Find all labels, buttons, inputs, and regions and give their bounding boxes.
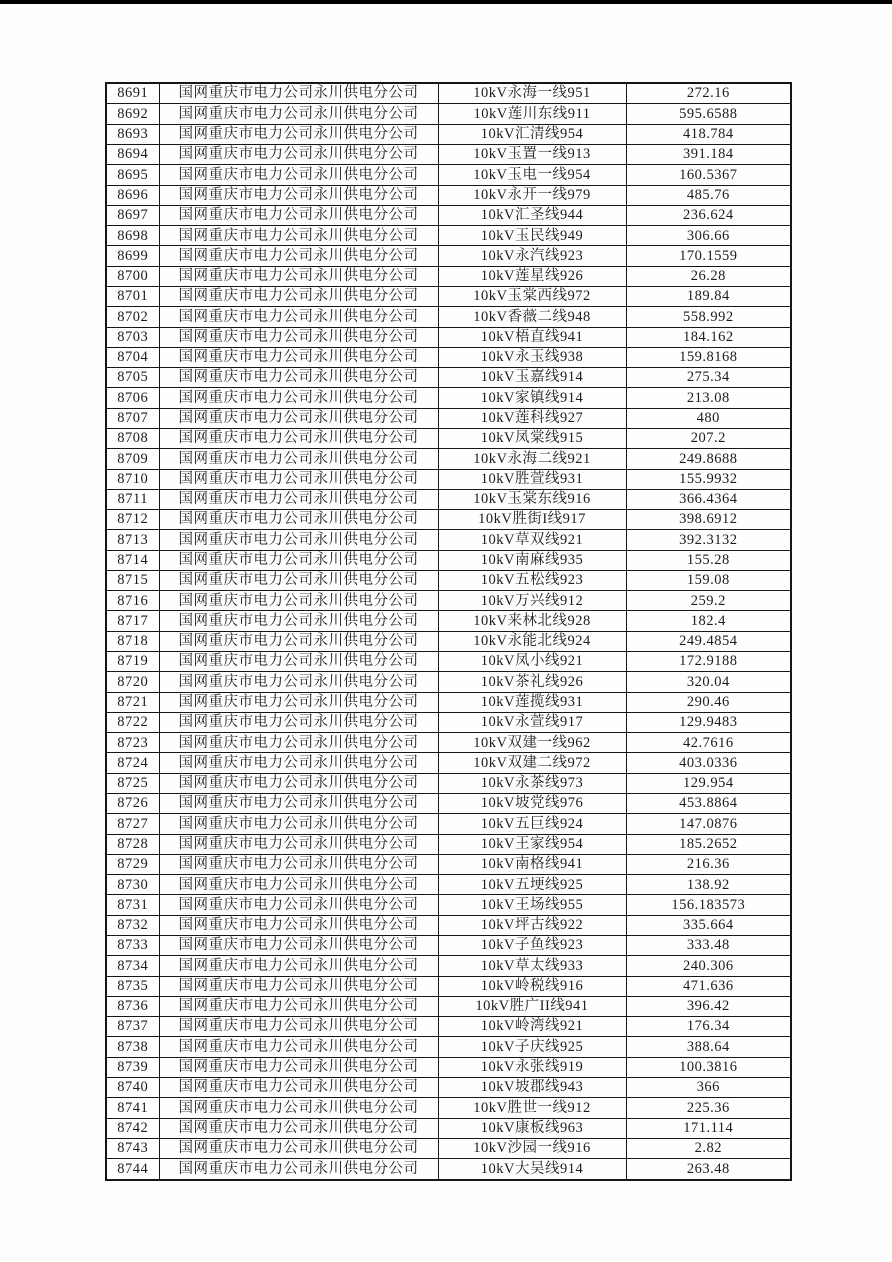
cell-row-id: 8702 bbox=[106, 307, 159, 327]
cell-value: 391.184 bbox=[626, 145, 791, 165]
table-row bbox=[106, 733, 791, 753]
cell-row-id: 8697 bbox=[106, 205, 159, 225]
table-row bbox=[106, 915, 791, 935]
cell-line-name: 10kV万兴线912 bbox=[438, 591, 626, 611]
cell-line-name: 10kV永萱线917 bbox=[438, 712, 626, 732]
cell-row-id: 8727 bbox=[106, 814, 159, 834]
table-row bbox=[106, 895, 791, 915]
cell-line-name: 10kV永茶线973 bbox=[438, 773, 626, 793]
cell-company: 国网重庆市电力公司永川供电分公司 bbox=[159, 956, 438, 976]
cell-company: 国网重庆市电力公司永川供电分公司 bbox=[159, 83, 438, 104]
cell-company: 国网重庆市电力公司永川供电分公司 bbox=[159, 449, 438, 469]
cell-line-name: 10kV永张线919 bbox=[438, 1057, 626, 1077]
cell-row-id: 8729 bbox=[106, 854, 159, 874]
cell-value: 403.0336 bbox=[626, 753, 791, 773]
cell-line-name: 10kV凤棠线915 bbox=[438, 428, 626, 448]
cell-company: 国网重庆市电力公司永川供电分公司 bbox=[159, 1077, 438, 1097]
table-row bbox=[106, 1098, 791, 1118]
cell-row-id: 8695 bbox=[106, 165, 159, 185]
cell-company: 国网重庆市电力公司永川供电分公司 bbox=[159, 1017, 438, 1037]
cell-row-id: 8715 bbox=[106, 570, 159, 590]
cell-value: 213.08 bbox=[626, 388, 791, 408]
cell-value: 184.162 bbox=[626, 327, 791, 347]
cell-row-id: 8712 bbox=[106, 510, 159, 530]
cell-line-name: 10kV草太线933 bbox=[438, 956, 626, 976]
table-row bbox=[106, 286, 791, 306]
cell-row-id: 8716 bbox=[106, 591, 159, 611]
cell-value: 480 bbox=[626, 408, 791, 428]
cell-company: 国网重庆市电力公司永川供电分公司 bbox=[159, 591, 438, 611]
cell-company: 国网重庆市电力公司永川供电分公司 bbox=[159, 631, 438, 651]
cell-line-name: 10kV子鱼线923 bbox=[438, 935, 626, 955]
cell-row-id: 8717 bbox=[106, 611, 159, 631]
table-row bbox=[106, 408, 791, 428]
table-row bbox=[106, 652, 791, 672]
cell-line-name: 10kV玉嘉线914 bbox=[438, 368, 626, 388]
cell-row-id: 8708 bbox=[106, 428, 159, 448]
table-row bbox=[106, 226, 791, 246]
cell-company: 国网重庆市电力公司永川供电分公司 bbox=[159, 530, 438, 550]
table-row bbox=[106, 368, 791, 388]
cell-value: 159.08 bbox=[626, 570, 791, 590]
cell-line-name: 10kV莲揽线931 bbox=[438, 692, 626, 712]
cell-line-name: 10kV胜萱线931 bbox=[438, 469, 626, 489]
table-row bbox=[106, 266, 791, 286]
cell-row-id: 8741 bbox=[106, 1098, 159, 1118]
table-row bbox=[106, 570, 791, 590]
cell-line-name: 10kV永能北线924 bbox=[438, 631, 626, 651]
cell-line-name: 10kV胜街I线917 bbox=[438, 510, 626, 530]
cell-line-name: 10kV玉棠东线916 bbox=[438, 489, 626, 509]
cell-value: 155.28 bbox=[626, 550, 791, 570]
cell-company: 国网重庆市电力公司永川供电分公司 bbox=[159, 205, 438, 225]
cell-line-name: 10kV凤小线921 bbox=[438, 652, 626, 672]
table-row bbox=[106, 1037, 791, 1057]
cell-value: 155.9932 bbox=[626, 469, 791, 489]
cell-row-id: 8740 bbox=[106, 1077, 159, 1097]
cell-row-id: 8734 bbox=[106, 956, 159, 976]
table-row bbox=[106, 672, 791, 692]
cell-line-name: 10kV五埂线925 bbox=[438, 875, 626, 895]
cell-value: 172.9188 bbox=[626, 652, 791, 672]
table-row bbox=[106, 611, 791, 631]
table-row bbox=[106, 976, 791, 996]
cell-company: 国网重庆市电力公司永川供电分公司 bbox=[159, 834, 438, 854]
cell-value: 471.636 bbox=[626, 976, 791, 996]
cell-value: 171.114 bbox=[626, 1118, 791, 1138]
cell-row-id: 8704 bbox=[106, 347, 159, 367]
cell-line-name: 10kV王场线955 bbox=[438, 895, 626, 915]
cell-row-id: 8711 bbox=[106, 489, 159, 509]
cell-line-name: 10kV王家线954 bbox=[438, 834, 626, 854]
cell-line-name: 10kV永海一线951 bbox=[438, 83, 626, 104]
table-body bbox=[106, 83, 791, 1180]
cell-value: 240.306 bbox=[626, 956, 791, 976]
table-row bbox=[106, 794, 791, 814]
cell-company: 国网重庆市电力公司永川供电分公司 bbox=[159, 550, 438, 570]
cell-value: 249.4854 bbox=[626, 631, 791, 651]
cell-value: 485.76 bbox=[626, 185, 791, 205]
table-row bbox=[106, 205, 791, 225]
table-row bbox=[106, 388, 791, 408]
cell-company: 国网重庆市电力公司永川供电分公司 bbox=[159, 672, 438, 692]
table-row bbox=[106, 1159, 791, 1180]
cell-line-name: 10kV坡郡线943 bbox=[438, 1077, 626, 1097]
cell-company: 国网重庆市电力公司永川供电分公司 bbox=[159, 733, 438, 753]
cell-value: 160.5367 bbox=[626, 165, 791, 185]
cell-company: 国网重庆市电力公司永川供电分公司 bbox=[159, 814, 438, 834]
cell-row-id: 8722 bbox=[106, 712, 159, 732]
cell-row-id: 8707 bbox=[106, 408, 159, 428]
cell-company: 国网重庆市电力公司永川供电分公司 bbox=[159, 408, 438, 428]
cell-value: 189.84 bbox=[626, 286, 791, 306]
cell-company: 国网重庆市电力公司永川供电分公司 bbox=[159, 935, 438, 955]
cell-value: 170.1559 bbox=[626, 246, 791, 266]
scan-edge-bar bbox=[0, 0, 892, 4]
table-row bbox=[106, 246, 791, 266]
cell-company: 国网重庆市电力公司永川供电分公司 bbox=[159, 712, 438, 732]
table-row bbox=[106, 104, 791, 124]
cell-company: 国网重庆市电力公司永川供电分公司 bbox=[159, 1138, 438, 1158]
table-row bbox=[106, 1118, 791, 1138]
cell-value: 147.0876 bbox=[626, 814, 791, 834]
cell-value: 156.183573 bbox=[626, 895, 791, 915]
table-row bbox=[106, 834, 791, 854]
cell-company: 国网重庆市电力公司永川供电分公司 bbox=[159, 510, 438, 530]
cell-row-id: 8693 bbox=[106, 124, 159, 144]
cell-line-name: 10kV坡党线976 bbox=[438, 794, 626, 814]
cell-line-name: 10kV五松线923 bbox=[438, 570, 626, 590]
cell-row-id: 8713 bbox=[106, 530, 159, 550]
cell-value: 396.42 bbox=[626, 996, 791, 1016]
cell-row-id: 8691 bbox=[106, 83, 159, 104]
cell-row-id: 8737 bbox=[106, 1017, 159, 1037]
cell-company: 国网重庆市电力公司永川供电分公司 bbox=[159, 875, 438, 895]
cell-company: 国网重庆市电力公司永川供电分公司 bbox=[159, 307, 438, 327]
cell-company: 国网重庆市电力公司永川供电分公司 bbox=[159, 1037, 438, 1057]
cell-row-id: 8700 bbox=[106, 266, 159, 286]
cell-row-id: 8701 bbox=[106, 286, 159, 306]
power-line-table bbox=[105, 82, 792, 1181]
cell-company: 国网重庆市电力公司永川供电分公司 bbox=[159, 428, 438, 448]
cell-company: 国网重庆市电力公司永川供电分公司 bbox=[159, 895, 438, 915]
cell-company: 国网重庆市电力公司永川供电分公司 bbox=[159, 1159, 438, 1180]
cell-company: 国网重庆市电力公司永川供电分公司 bbox=[159, 145, 438, 165]
cell-company: 国网重庆市电力公司永川供电分公司 bbox=[159, 104, 438, 124]
cell-line-name: 10kV岭湾线921 bbox=[438, 1017, 626, 1037]
table-row bbox=[106, 773, 791, 793]
cell-row-id: 8710 bbox=[106, 469, 159, 489]
cell-row-id: 8703 bbox=[106, 327, 159, 347]
cell-line-name: 10kV汇清线954 bbox=[438, 124, 626, 144]
table-row bbox=[106, 1017, 791, 1037]
table-row bbox=[106, 165, 791, 185]
cell-company: 国网重庆市电力公司永川供电分公司 bbox=[159, 996, 438, 1016]
cell-row-id: 8723 bbox=[106, 733, 159, 753]
cell-company: 国网重庆市电力公司永川供电分公司 bbox=[159, 1118, 438, 1138]
cell-line-name: 10kV玉棠西线972 bbox=[438, 286, 626, 306]
cell-line-name: 10kV五巨线924 bbox=[438, 814, 626, 834]
cell-line-name: 10kV永海二线921 bbox=[438, 449, 626, 469]
cell-company: 国网重庆市电力公司永川供电分公司 bbox=[159, 124, 438, 144]
table-row bbox=[106, 935, 791, 955]
cell-line-name: 10kV永开一线979 bbox=[438, 185, 626, 205]
cell-row-id: 8721 bbox=[106, 692, 159, 712]
cell-value: 272.16 bbox=[626, 83, 791, 104]
cell-line-name: 10kV汇圣线944 bbox=[438, 205, 626, 225]
table-row bbox=[106, 469, 791, 489]
cell-line-name: 10kV茶礼线926 bbox=[438, 672, 626, 692]
cell-line-name: 10kV莲川东线911 bbox=[438, 104, 626, 124]
table-row bbox=[106, 530, 791, 550]
cell-line-name: 10kV南麻线935 bbox=[438, 550, 626, 570]
cell-row-id: 8720 bbox=[106, 672, 159, 692]
cell-line-name: 10kV胜广II线941 bbox=[438, 996, 626, 1016]
cell-company: 国网重庆市电力公司永川供电分公司 bbox=[159, 266, 438, 286]
table-row bbox=[106, 712, 791, 732]
table-row bbox=[106, 307, 791, 327]
cell-value: 388.64 bbox=[626, 1037, 791, 1057]
cell-line-name: 10kV康板线963 bbox=[438, 1118, 626, 1138]
cell-company: 国网重庆市电力公司永川供电分公司 bbox=[159, 368, 438, 388]
cell-line-name: 10kV家镇线914 bbox=[438, 388, 626, 408]
cell-row-id: 8705 bbox=[106, 368, 159, 388]
table-row bbox=[106, 428, 791, 448]
cell-company: 国网重庆市电力公司永川供电分公司 bbox=[159, 286, 438, 306]
table-row bbox=[106, 1138, 791, 1158]
cell-value: 595.6588 bbox=[626, 104, 791, 124]
cell-company: 国网重庆市电力公司永川供电分公司 bbox=[159, 347, 438, 367]
cell-company: 国网重庆市电力公司永川供电分公司 bbox=[159, 854, 438, 874]
cell-row-id: 8728 bbox=[106, 834, 159, 854]
cell-line-name: 10kV草双线921 bbox=[438, 530, 626, 550]
table-row bbox=[106, 1057, 791, 1077]
table-row bbox=[106, 854, 791, 874]
cell-line-name: 10kV双建二线972 bbox=[438, 753, 626, 773]
table-row bbox=[106, 83, 791, 104]
cell-line-name: 10kV莲科线927 bbox=[438, 408, 626, 428]
cell-value: 129.954 bbox=[626, 773, 791, 793]
table-row bbox=[106, 327, 791, 347]
cell-company: 国网重庆市电力公司永川供电分公司 bbox=[159, 185, 438, 205]
cell-line-name: 10kV胜世一线912 bbox=[438, 1098, 626, 1118]
cell-row-id: 8742 bbox=[106, 1118, 159, 1138]
cell-company: 国网重庆市电力公司永川供电分公司 bbox=[159, 976, 438, 996]
cell-company: 国网重庆市电力公司永川供电分公司 bbox=[159, 1098, 438, 1118]
cell-line-name: 10kV沙园一线916 bbox=[438, 1138, 626, 1158]
cell-value: 225.36 bbox=[626, 1098, 791, 1118]
cell-row-id: 8692 bbox=[106, 104, 159, 124]
cell-value: 216.36 bbox=[626, 854, 791, 874]
cell-row-id: 8735 bbox=[106, 976, 159, 996]
cell-value: 392.3132 bbox=[626, 530, 791, 550]
table-row bbox=[106, 124, 791, 144]
cell-row-id: 8726 bbox=[106, 794, 159, 814]
cell-line-name: 10kV永汽线923 bbox=[438, 246, 626, 266]
cell-row-id: 8718 bbox=[106, 631, 159, 651]
table-row bbox=[106, 692, 791, 712]
cell-value: 249.8688 bbox=[626, 449, 791, 469]
cell-company: 国网重庆市电力公司永川供电分公司 bbox=[159, 1057, 438, 1077]
cell-row-id: 8694 bbox=[106, 145, 159, 165]
cell-row-id: 8739 bbox=[106, 1057, 159, 1077]
cell-value: 398.6912 bbox=[626, 510, 791, 530]
cell-value: 558.992 bbox=[626, 307, 791, 327]
cell-value: 259.2 bbox=[626, 591, 791, 611]
cell-row-id: 8744 bbox=[106, 1159, 159, 1180]
cell-line-name: 10kV玉置一线913 bbox=[438, 145, 626, 165]
cell-value: 182.4 bbox=[626, 611, 791, 631]
cell-value: 333.48 bbox=[626, 935, 791, 955]
cell-value: 275.34 bbox=[626, 368, 791, 388]
table-row bbox=[106, 185, 791, 205]
table-row bbox=[106, 814, 791, 834]
cell-company: 国网重庆市电力公司永川供电分公司 bbox=[159, 489, 438, 509]
cell-row-id: 8732 bbox=[106, 915, 159, 935]
cell-row-id: 8719 bbox=[106, 652, 159, 672]
cell-value: 26.28 bbox=[626, 266, 791, 286]
cell-value: 2.82 bbox=[626, 1138, 791, 1158]
cell-value: 100.3816 bbox=[626, 1057, 791, 1077]
cell-row-id: 8709 bbox=[106, 449, 159, 469]
table-row bbox=[106, 510, 791, 530]
cell-row-id: 8730 bbox=[106, 875, 159, 895]
cell-value: 290.46 bbox=[626, 692, 791, 712]
cell-value: 207.2 bbox=[626, 428, 791, 448]
cell-company: 国网重庆市电力公司永川供电分公司 bbox=[159, 388, 438, 408]
cell-company: 国网重庆市电力公司永川供电分公司 bbox=[159, 469, 438, 489]
cell-line-name: 10kV玉民线949 bbox=[438, 226, 626, 246]
cell-row-id: 8733 bbox=[106, 935, 159, 955]
cell-line-name: 10kV香薇二线948 bbox=[438, 307, 626, 327]
cell-value: 335.664 bbox=[626, 915, 791, 935]
table-row bbox=[106, 996, 791, 1016]
cell-row-id: 8736 bbox=[106, 996, 159, 1016]
cell-value: 129.9483 bbox=[626, 712, 791, 732]
cell-value: 320.04 bbox=[626, 672, 791, 692]
cell-line-name: 10kV岭税线916 bbox=[438, 976, 626, 996]
table-row bbox=[106, 550, 791, 570]
cell-company: 国网重庆市电力公司永川供电分公司 bbox=[159, 915, 438, 935]
cell-value: 236.624 bbox=[626, 205, 791, 225]
cell-company: 国网重庆市电力公司永川供电分公司 bbox=[159, 246, 438, 266]
table-row bbox=[106, 145, 791, 165]
cell-value: 176.34 bbox=[626, 1017, 791, 1037]
cell-row-id: 8725 bbox=[106, 773, 159, 793]
cell-line-name: 10kV永玉线938 bbox=[438, 347, 626, 367]
table-row bbox=[106, 1077, 791, 1097]
table-row bbox=[106, 489, 791, 509]
table-row bbox=[106, 591, 791, 611]
cell-row-id: 8706 bbox=[106, 388, 159, 408]
cell-company: 国网重庆市电力公司永川供电分公司 bbox=[159, 570, 438, 590]
cell-line-name: 10kV来林北线928 bbox=[438, 611, 626, 631]
cell-value: 366 bbox=[626, 1077, 791, 1097]
cell-row-id: 8743 bbox=[106, 1138, 159, 1158]
table-row bbox=[106, 449, 791, 469]
cell-value: 42.7616 bbox=[626, 733, 791, 753]
cell-value: 306.66 bbox=[626, 226, 791, 246]
table-row bbox=[106, 347, 791, 367]
cell-value: 138.92 bbox=[626, 875, 791, 895]
cell-line-name: 10kV大吴线914 bbox=[438, 1159, 626, 1180]
cell-line-name: 10kV南格线941 bbox=[438, 854, 626, 874]
cell-company: 国网重庆市电力公司永川供电分公司 bbox=[159, 692, 438, 712]
cell-line-name: 10kV莲星线926 bbox=[438, 266, 626, 286]
cell-company: 国网重庆市电力公司永川供电分公司 bbox=[159, 794, 438, 814]
cell-value: 418.784 bbox=[626, 124, 791, 144]
cell-value: 263.48 bbox=[626, 1159, 791, 1180]
cell-value: 185.2652 bbox=[626, 834, 791, 854]
table-row bbox=[106, 631, 791, 651]
table-row bbox=[106, 875, 791, 895]
cell-value: 366.4364 bbox=[626, 489, 791, 509]
cell-row-id: 8696 bbox=[106, 185, 159, 205]
cell-row-id: 8698 bbox=[106, 226, 159, 246]
cell-company: 国网重庆市电力公司永川供电分公司 bbox=[159, 753, 438, 773]
cell-row-id: 8699 bbox=[106, 246, 159, 266]
cell-row-id: 8731 bbox=[106, 895, 159, 915]
cell-line-name: 10kV坪古线922 bbox=[438, 915, 626, 935]
cell-row-id: 8724 bbox=[106, 753, 159, 773]
table-row bbox=[106, 753, 791, 773]
cell-line-name: 10kV子庆线925 bbox=[438, 1037, 626, 1057]
cell-company: 国网重庆市电力公司永川供电分公司 bbox=[159, 611, 438, 631]
cell-company: 国网重庆市电力公司永川供电分公司 bbox=[159, 165, 438, 185]
cell-value: 159.8168 bbox=[626, 347, 791, 367]
cell-company: 国网重庆市电力公司永川供电分公司 bbox=[159, 226, 438, 246]
cell-company: 国网重庆市电力公司永川供电分公司 bbox=[159, 773, 438, 793]
cell-value: 453.8864 bbox=[626, 794, 791, 814]
cell-line-name: 10kV梧直线941 bbox=[438, 327, 626, 347]
cell-row-id: 8714 bbox=[106, 550, 159, 570]
cell-row-id: 8738 bbox=[106, 1037, 159, 1057]
cell-company: 国网重庆市电力公司永川供电分公司 bbox=[159, 652, 438, 672]
table-row bbox=[106, 956, 791, 976]
cell-company: 国网重庆市电力公司永川供电分公司 bbox=[159, 327, 438, 347]
cell-line-name: 10kV玉电一线954 bbox=[438, 165, 626, 185]
cell-line-name: 10kV双建一线962 bbox=[438, 733, 626, 753]
